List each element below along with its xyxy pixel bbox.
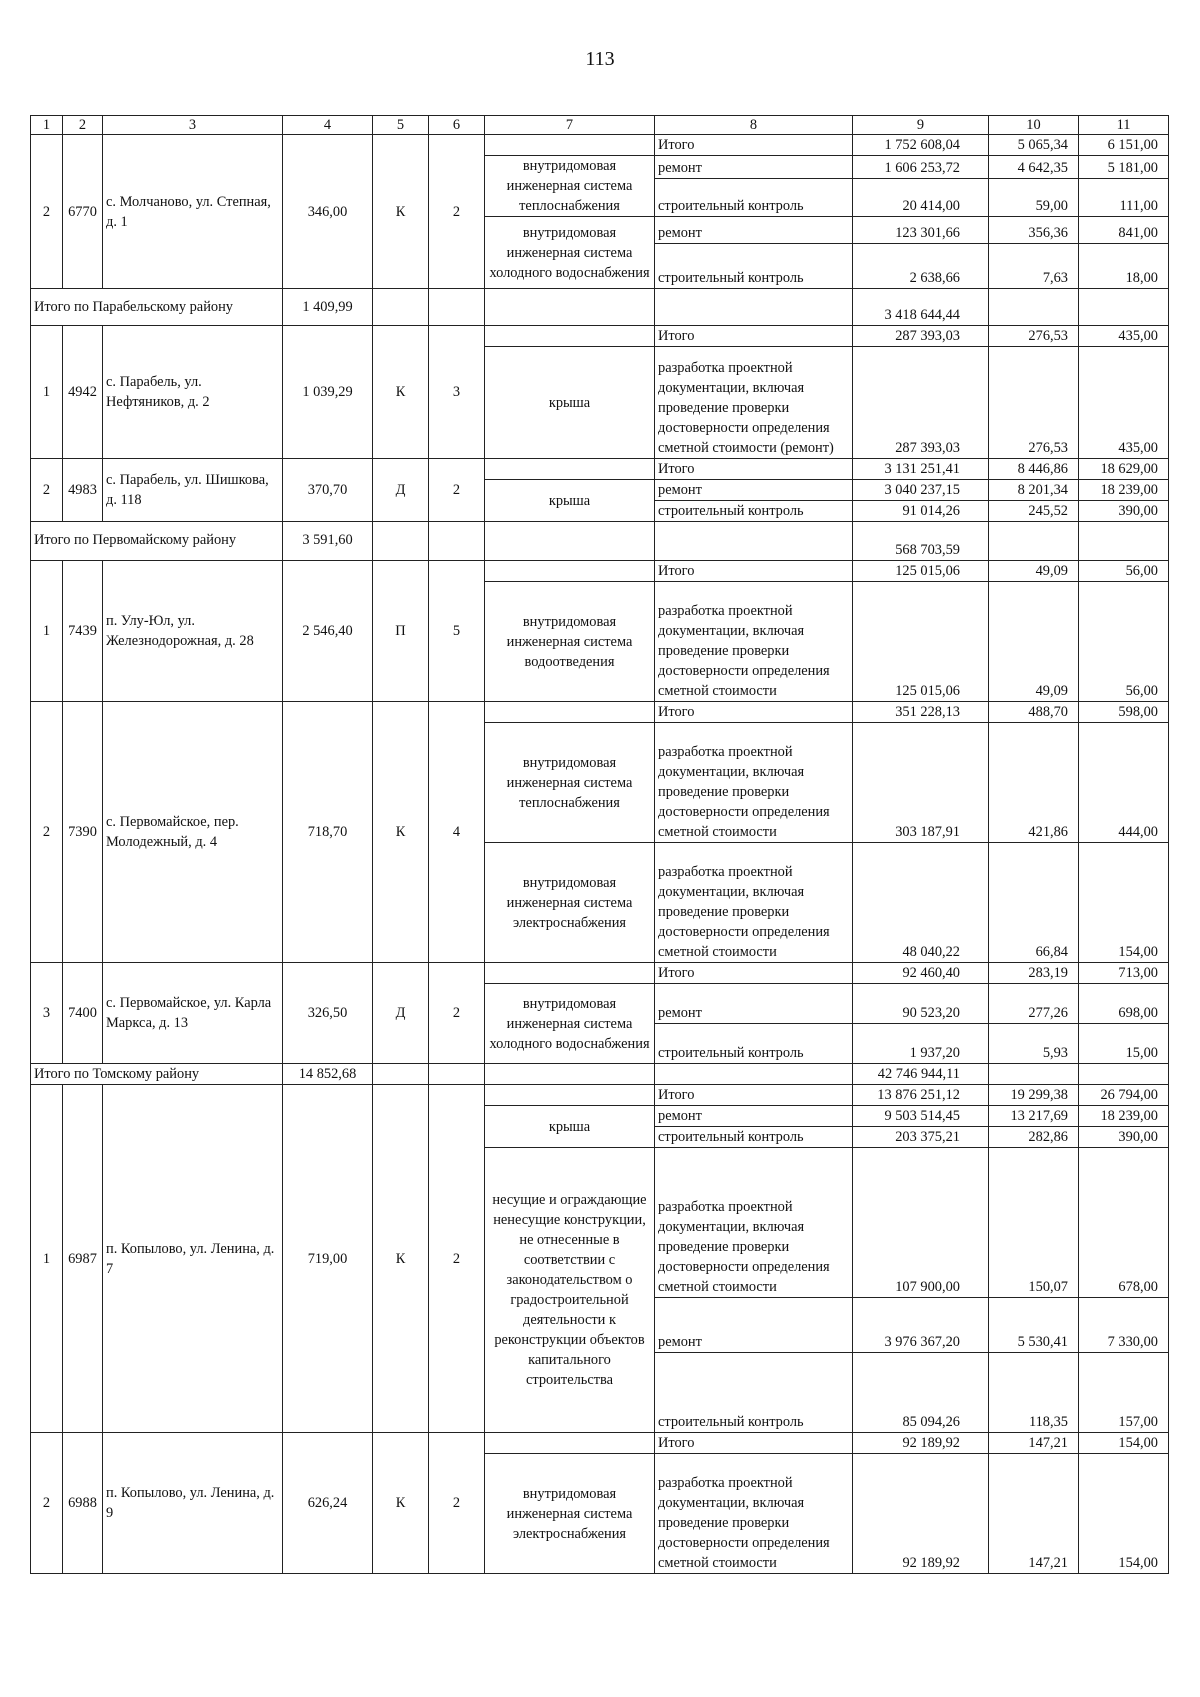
class: К: [373, 135, 429, 289]
row-number: 1: [31, 326, 63, 459]
empty-cell: [989, 522, 1079, 561]
header-cell: 1: [31, 116, 63, 135]
unit-cost-value: 147,21: [989, 1433, 1079, 1454]
header-row: [31, 116, 1169, 135]
header-cell: 4: [283, 116, 373, 135]
system-name: крыша: [485, 480, 655, 522]
floors: 4: [429, 702, 485, 963]
limit-cost-value: 26 794,00: [1079, 1085, 1169, 1106]
house-id: 7390: [63, 702, 103, 963]
system-name: несущие и ограждающие ненесущие конструкции, не отнесенные в соответствии с законодательством о градостроительной деятельности к реконструкции объектов капитального строительства: [485, 1148, 655, 1433]
work-label: ремонт: [655, 1106, 853, 1127]
unit-cost-value: 282,86: [989, 1127, 1079, 1148]
subtotal-label: Итого по Парабельскому району: [31, 289, 283, 326]
header-cell: 10: [989, 116, 1079, 135]
work-label: разработка проектной документации, включая проведение проверки достоверности определения сметной стоимости: [655, 723, 853, 843]
system-name: крыша: [485, 347, 655, 459]
limit-cost-value: 5 181,00: [1079, 156, 1169, 179]
cost-value: 85 094,26: [853, 1353, 989, 1433]
unit-cost-value: 245,52: [989, 501, 1079, 522]
unit-cost-value: 8 201,34: [989, 480, 1079, 501]
unit-cost-value: 118,35: [989, 1353, 1079, 1433]
subtotal-row: [31, 289, 1169, 326]
empty-cell: [429, 1064, 485, 1085]
system-cell: [485, 702, 655, 723]
table-row: [31, 963, 1169, 984]
area: 1 039,29: [283, 326, 373, 459]
limit-cost-value: 15,00: [1079, 1024, 1169, 1064]
unit-cost-value: 66,84: [989, 843, 1079, 963]
system-name: внутридомовая инженерная система холодного водоснабжения: [485, 984, 655, 1064]
row-number: 2: [31, 459, 63, 522]
cost-value: 125 015,06: [853, 561, 989, 582]
cost-value: 13 876 251,12: [853, 1085, 989, 1106]
empty-cell: [373, 522, 429, 561]
work-label: ремонт: [655, 1298, 853, 1353]
unit-cost-value: 5 065,34: [989, 135, 1079, 156]
table-row: [31, 1085, 1169, 1106]
work-label: ремонт: [655, 156, 853, 179]
limit-cost-value: 598,00: [1079, 702, 1169, 723]
house-id: 4942: [63, 326, 103, 459]
cost-value: 1 752 608,04: [853, 135, 989, 156]
cost-value: 48 040,22: [853, 843, 989, 963]
cost-value: 351 228,13: [853, 702, 989, 723]
limit-cost-value: 154,00: [1079, 843, 1169, 963]
limit-cost-value: 390,00: [1079, 501, 1169, 522]
house-id: 7439: [63, 561, 103, 702]
empty-cell: [429, 522, 485, 561]
row-number: 1: [31, 1085, 63, 1433]
system-cell: [485, 135, 655, 156]
cost-value: 92 189,92: [853, 1454, 989, 1574]
address: с. Первомайское, пер. Молодежный, д. 4: [103, 702, 283, 963]
header-cell: 8: [655, 116, 853, 135]
work-label: разработка проектной документации, включая проведение проверки достоверности определения сметной стоимости: [655, 1454, 853, 1574]
empty-cell: [485, 1064, 655, 1085]
address: п. Копылово, ул. Ленина, д. 7: [103, 1085, 283, 1433]
cost-value: 91 014,26: [853, 501, 989, 522]
system-name: внутридомовая инженерная система теплоснабжения: [485, 156, 655, 217]
address: п. Улу-Юл, ул. Железнодорожная, д. 28: [103, 561, 283, 702]
limit-cost-value: 713,00: [1079, 963, 1169, 984]
work-label: Итого: [655, 135, 853, 156]
empty-cell: [989, 289, 1079, 326]
empty-cell: [429, 289, 485, 326]
table-row: [31, 459, 1169, 480]
empty-cell: [989, 1064, 1079, 1085]
floors: 3: [429, 326, 485, 459]
system-name: внутридомовая инженерная система теплоснабжения: [485, 723, 655, 843]
subtotal-label: Итого по Томскому району: [31, 1064, 283, 1085]
floors: 5: [429, 561, 485, 702]
work-label: ремонт: [655, 480, 853, 501]
empty-cell: [655, 289, 853, 326]
work-label: строительный контроль: [655, 1353, 853, 1433]
system-cell: [485, 1433, 655, 1454]
system-cell: [485, 326, 655, 347]
header-cell: 2: [63, 116, 103, 135]
subtotal-sum: 42 746 944,11: [853, 1064, 989, 1085]
empty-cell: [655, 1064, 853, 1085]
work-label: разработка проектной документации, включая проведение проверки достоверности определения сметной стоимости: [655, 1148, 853, 1298]
system-cell: [485, 459, 655, 480]
unit-cost-value: 276,53: [989, 347, 1079, 459]
cost-value: 287 393,03: [853, 326, 989, 347]
header-cell: 11: [1079, 116, 1169, 135]
table-row: [31, 1433, 1169, 1454]
table-row: [31, 702, 1169, 723]
cost-value: 1 606 253,72: [853, 156, 989, 179]
house-id: 6988: [63, 1433, 103, 1574]
work-label: разработка проектной документации, включая проведение проверки достоверности определения сметной стоимости: [655, 843, 853, 963]
cost-value: 123 301,66: [853, 217, 989, 244]
row-number: 2: [31, 702, 63, 963]
unit-cost-value: 421,86: [989, 723, 1079, 843]
subtotal-row: [31, 522, 1169, 561]
unit-cost-value: 49,09: [989, 561, 1079, 582]
subtotal-label: Итого по Первомайскому району: [31, 522, 283, 561]
unit-cost-value: 356,36: [989, 217, 1079, 244]
cost-value: 3 040 237,15: [853, 480, 989, 501]
area: 326,50: [283, 963, 373, 1064]
page-number: 113: [585, 48, 615, 70]
area: 370,70: [283, 459, 373, 522]
cost-value: 9 503 514,45: [853, 1106, 989, 1127]
limit-cost-value: 390,00: [1079, 1127, 1169, 1148]
unit-cost-value: 276,53: [989, 326, 1079, 347]
floors: 2: [429, 459, 485, 522]
limit-cost-value: 435,00: [1079, 326, 1169, 347]
system-name: внутридомовая инженерная система электроснабжения: [485, 843, 655, 963]
subtotal-sum: 3 418 644,44: [853, 289, 989, 326]
empty-cell: [1079, 289, 1169, 326]
system-name: внутридомовая инженерная система водоотведения: [485, 582, 655, 702]
work-label: Итого: [655, 963, 853, 984]
unit-cost-value: 4 642,35: [989, 156, 1079, 179]
work-label: строительный контроль: [655, 1127, 853, 1148]
cost-value: 3 131 251,41: [853, 459, 989, 480]
empty-cell: [655, 522, 853, 561]
unit-cost-value: 7,63: [989, 244, 1079, 289]
limit-cost-value: 444,00: [1079, 723, 1169, 843]
area: 626,24: [283, 1433, 373, 1574]
house-id: 7400: [63, 963, 103, 1064]
table-row: [31, 561, 1169, 582]
system-name: внутридомовая инженерная система электроснабжения: [485, 1454, 655, 1574]
limit-cost-value: 678,00: [1079, 1148, 1169, 1298]
row-number: 3: [31, 963, 63, 1064]
subtotal-area: 1 409,99: [283, 289, 373, 326]
unit-cost-value: 19 299,38: [989, 1085, 1079, 1106]
header-cell: 9: [853, 116, 989, 135]
cost-value: 125 015,06: [853, 582, 989, 702]
unit-cost-value: 5 530,41: [989, 1298, 1079, 1353]
empty-cell: [373, 1064, 429, 1085]
row-number: 2: [31, 1433, 63, 1574]
cost-value: 2 638,66: [853, 244, 989, 289]
work-label: строительный контроль: [655, 244, 853, 289]
system-cell: [485, 561, 655, 582]
limit-cost-value: 56,00: [1079, 561, 1169, 582]
limit-cost-value: 157,00: [1079, 1353, 1169, 1433]
empty-cell: [485, 289, 655, 326]
row-number: 2: [31, 135, 63, 289]
empty-cell: [485, 522, 655, 561]
class: Д: [373, 963, 429, 1064]
cost-value: 1 937,20: [853, 1024, 989, 1064]
cost-value: 287 393,03: [853, 347, 989, 459]
unit-cost-value: 8 446,86: [989, 459, 1079, 480]
limit-cost-value: 56,00: [1079, 582, 1169, 702]
limit-cost-value: 18 239,00: [1079, 1106, 1169, 1127]
subtotal-area: 14 852,68: [283, 1064, 373, 1085]
subtotal-sum: 568 703,59: [853, 522, 989, 561]
empty-cell: [1079, 522, 1169, 561]
work-label: Итого: [655, 1085, 853, 1106]
header-cell: 6: [429, 116, 485, 135]
class: К: [373, 1085, 429, 1433]
subtotal-row: [31, 1064, 1169, 1085]
work-label: Итого: [655, 702, 853, 723]
row-number: 1: [31, 561, 63, 702]
header-cell: 5: [373, 116, 429, 135]
area: 718,70: [283, 702, 373, 963]
address: п. Копылово, ул. Ленина, д. 9: [103, 1433, 283, 1574]
work-label: ремонт: [655, 217, 853, 244]
cost-value: 92 189,92: [853, 1433, 989, 1454]
unit-cost-value: 5,93: [989, 1024, 1079, 1064]
unit-cost-value: 49,09: [989, 582, 1079, 702]
work-label: разработка проектной документации, включая проведение проверки достоверности определения сметной стоимости: [655, 582, 853, 702]
empty-cell: [373, 289, 429, 326]
header-cell: 3: [103, 116, 283, 135]
empty-cell: [1079, 1064, 1169, 1085]
work-label: Итого: [655, 561, 853, 582]
floors: 2: [429, 963, 485, 1064]
unit-cost-value: 147,21: [989, 1454, 1079, 1574]
limit-cost-value: 111,00: [1079, 179, 1169, 217]
work-label: строительный контроль: [655, 501, 853, 522]
system-cell: [485, 1085, 655, 1106]
limit-cost-value: 6 151,00: [1079, 135, 1169, 156]
limit-cost-value: 841,00: [1079, 217, 1169, 244]
system-name: внутридомовая инженерная система холодного водоснабжения: [485, 217, 655, 289]
limit-cost-value: 18,00: [1079, 244, 1169, 289]
address: с. Первомайское, ул. Карла Маркса, д. 13: [103, 963, 283, 1064]
unit-cost-value: 277,26: [989, 984, 1079, 1024]
area: 346,00: [283, 135, 373, 289]
work-label: Итого: [655, 326, 853, 347]
cost-value: 3 976 367,20: [853, 1298, 989, 1353]
unit-cost-value: 59,00: [989, 179, 1079, 217]
work-label: строительный контроль: [655, 179, 853, 217]
address: с. Парабель, ул. Шишкова, д. 118: [103, 459, 283, 522]
house-id: 6987: [63, 1085, 103, 1433]
class: Д: [373, 459, 429, 522]
unit-cost-value: 283,19: [989, 963, 1079, 984]
house-id: 4983: [63, 459, 103, 522]
class: П: [373, 561, 429, 702]
cost-value: 107 900,00: [853, 1148, 989, 1298]
limit-cost-value: 18 629,00: [1079, 459, 1169, 480]
cost-value: 92 460,40: [853, 963, 989, 984]
repair-program-table: [30, 115, 1169, 1574]
limit-cost-value: 154,00: [1079, 1433, 1169, 1454]
floors: 2: [429, 1085, 485, 1433]
floors: 2: [429, 1433, 485, 1574]
limit-cost-value: 154,00: [1079, 1454, 1169, 1574]
house-id: 6770: [63, 135, 103, 289]
class: К: [373, 1433, 429, 1574]
work-label: строительный контроль: [655, 1024, 853, 1064]
address: с. Молчаново, ул. Степная, д. 1: [103, 135, 283, 289]
limit-cost-value: 435,00: [1079, 347, 1169, 459]
limit-cost-value: 7 330,00: [1079, 1298, 1169, 1353]
table-row: [31, 326, 1169, 347]
unit-cost-value: 488,70: [989, 702, 1079, 723]
cost-value: 303 187,91: [853, 723, 989, 843]
address: с. Парабель, ул. Нефтяников, д. 2: [103, 326, 283, 459]
system-name: крыша: [485, 1106, 655, 1148]
system-cell: [485, 963, 655, 984]
cost-value: 90 523,20: [853, 984, 989, 1024]
unit-cost-value: 150,07: [989, 1148, 1079, 1298]
area: 719,00: [283, 1085, 373, 1433]
class: К: [373, 702, 429, 963]
floors: 2: [429, 135, 485, 289]
class: К: [373, 326, 429, 459]
cost-value: 20 414,00: [853, 179, 989, 217]
subtotal-area: 3 591,60: [283, 522, 373, 561]
area: 2 546,40: [283, 561, 373, 702]
work-label: разработка проектной документации, включая проведение проверки достоверности определения сметной стоимости (ремонт): [655, 347, 853, 459]
limit-cost-value: 698,00: [1079, 984, 1169, 1024]
work-label: ремонт: [655, 984, 853, 1024]
cost-value: 203 375,21: [853, 1127, 989, 1148]
unit-cost-value: 13 217,69: [989, 1106, 1079, 1127]
work-label: Итого: [655, 459, 853, 480]
header-cell: 7: [485, 116, 655, 135]
limit-cost-value: 18 239,00: [1079, 480, 1169, 501]
table-row: [31, 135, 1169, 156]
work-label: Итого: [655, 1433, 853, 1454]
